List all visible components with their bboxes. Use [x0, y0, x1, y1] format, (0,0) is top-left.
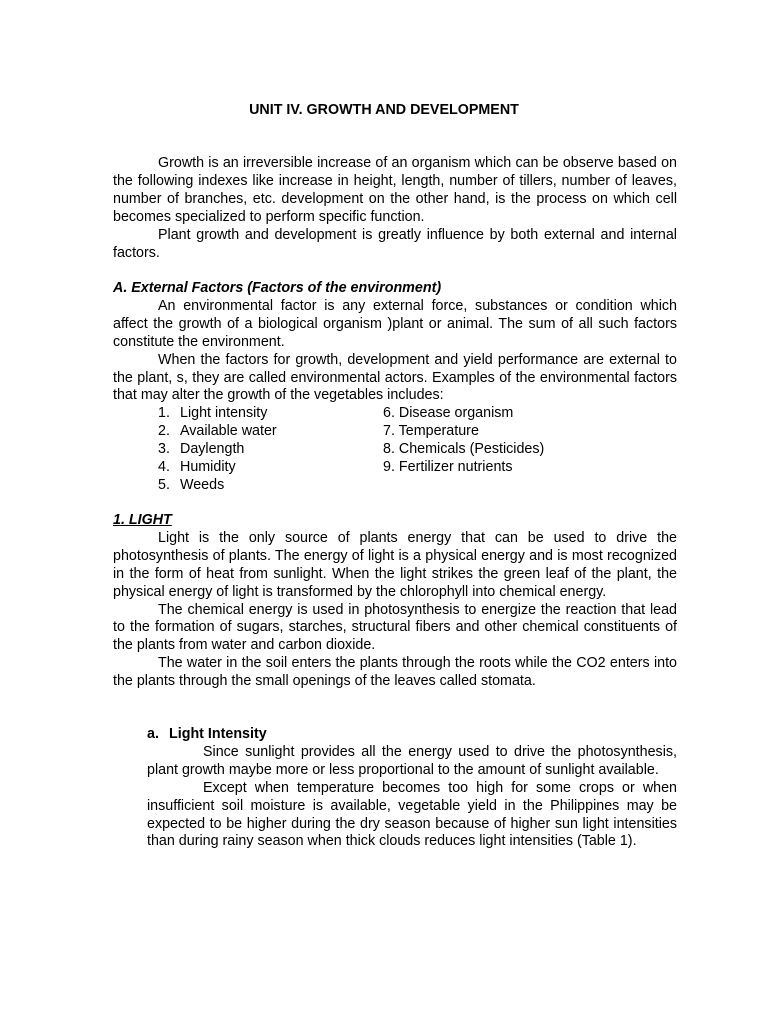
- light-intensity-section: [147, 726, 677, 851]
- list-item-text: Light intensity: [180, 405, 268, 421]
- list-item-number: 5.: [158, 476, 170, 493]
- light-intensity-heading: [147, 726, 677, 744]
- light-section: [113, 512, 677, 691]
- list-item: [158, 459, 578, 477]
- list-item-number: 2.: [158, 422, 170, 439]
- list-item: [158, 423, 578, 441]
- list-item: [158, 405, 578, 423]
- page-title: UNIT IV. GROWTH AND DEVELOPMENT: [249, 102, 519, 118]
- light-heading: 1. LIGHT: [113, 512, 172, 528]
- list-item-text: 6. Disease organism: [383, 405, 514, 421]
- list-item-number: 1.: [158, 405, 170, 421]
- list-item: [158, 477, 578, 495]
- light-intensity-paragraph-1: Since sunlight provides all the energy used to drive the photosynthesis, plant growth maybe more or less proportional to the amount of sunlight available.: [147, 743, 677, 778]
- list-item-number: 4.: [158, 458, 170, 475]
- external-factors-heading: A. External Factors (Factors of the environment): [113, 280, 442, 296]
- factors-list: [158, 405, 578, 494]
- intro-paragraph-1: Growth is an irreversible increase of an organism which can be observe based on the following indexes like increase in height, length, number of tillers, number of leaves, number of branches, etc. development on the other hand, is the process on which cell becomes specialized to perform specific function.: [113, 155, 677, 225]
- list-item-text: 8. Chemicals (Pesticides): [383, 440, 545, 457]
- light-paragraph-1: Light is the only source of plants energy that can be used to drive the photosynthesis of plants. The energy of light is a physical energy and is most recognized in the form of heat from sunlight. When the light strikes the green leaf of the plant, the physical energy of light is transformed by the chlorophyll into chemical energy.: [113, 529, 677, 600]
- intro-section: [113, 155, 677, 262]
- light-intensity-paragraph-2: Except when temperature becomes too high for some crops or when insufficient soil moisture is available, vegetable yield in the Philippines may be expected to be higher during the dry season because of higher sun light intensities than during rainy season when thick clouds reduces light intensities (Table 1).: [147, 779, 677, 850]
- external-factors-paragraph-2: When the factors for growth, development and yield performance are external to the plant, s, they are called environmental actors. Examples of the environmental factors that may alter the growth of the vegetables includes:: [113, 351, 677, 404]
- list-item: [158, 441, 578, 459]
- list-item-text: Available water: [180, 422, 277, 439]
- list-item-text: Humidity: [180, 458, 236, 475]
- subsection-title: Light Intensity: [169, 726, 267, 742]
- subsection-letter: a.: [147, 726, 159, 742]
- intro-paragraph-2: Plant growth and development is greatly influence by both external and internal factors.: [113, 226, 677, 261]
- external-factors-paragraph-1: An environmental factor is any external force, substances or condition which affect the growth of a biological organism )plant or animal. The sum of all such factors constitute the environment.: [113, 297, 677, 350]
- list-item-text: 7. Temperature: [383, 422, 479, 439]
- light-paragraph-3: The water in the soil enters the plants through the roots while the CO2 enters into the plants through the small openings of the leaves called stomata.: [113, 655, 677, 690]
- list-item-text: Weeds: [180, 476, 225, 493]
- list-item-text: Daylength: [180, 440, 245, 457]
- light-paragraph-2: The chemical energy is used in photosynthesis to energize the reaction that lead to the formation of sugars, starches, structural fibers and other chemical constituents of the plants from water and carbon dioxide.: [113, 601, 677, 654]
- external-factors-section: [113, 280, 677, 405]
- list-item-number: 3.: [158, 440, 170, 457]
- list-item-text: 9. Fertilizer nutrients: [383, 458, 513, 475]
